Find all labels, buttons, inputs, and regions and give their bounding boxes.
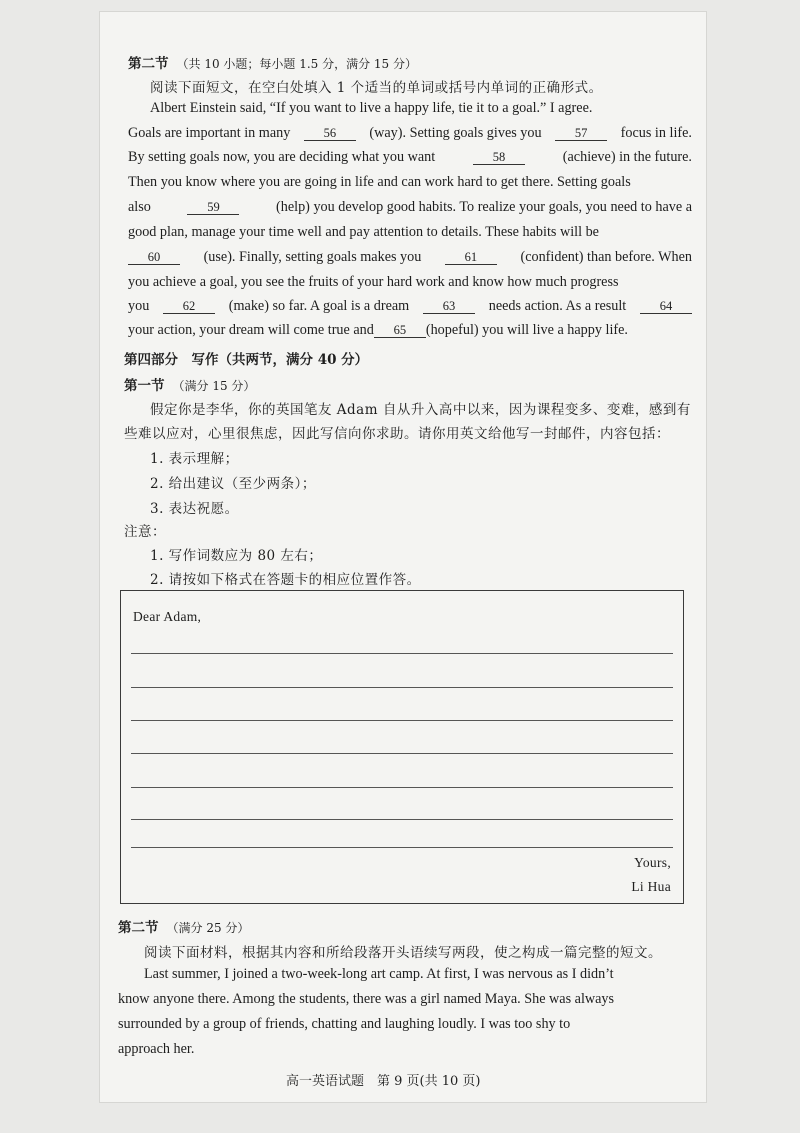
story-line: surrounded by a group of friends, chatting and laughing loudly. I was too shy to	[118, 1016, 571, 1032]
answer-blank-58: 58	[473, 150, 525, 165]
passage-text: your action, your dream will come true and	[128, 322, 374, 338]
story-line: Last summer, I joined a two-week-long art camp. At first, I was nervous as I didn’t	[144, 966, 614, 982]
passage-text: By setting goals now, you are deciding what you want	[128, 149, 436, 165]
writing1-item: 2. 给出建议（至少两条）；	[150, 476, 316, 492]
section2-instruction: 阅读下面短文，在空白处填入 1 个适当的单词或括号内单词的正确形式。	[150, 80, 603, 96]
passage-line	[128, 149, 692, 171]
writing1-note-item: 2. 请按如下格式在答题卡的相应位置作答。	[150, 572, 421, 588]
passage-text: (way). Setting goals gives you	[369, 125, 542, 141]
writing-line	[131, 653, 673, 654]
answer-blank-60: 60	[128, 250, 180, 265]
section2-title: 第二节	[128, 56, 169, 72]
writing1-item: 1. 表示理解；	[150, 451, 239, 467]
letter-salutation: Dear Adam,	[133, 609, 202, 624]
passage-text: you achieve a goal, you see the fruits of your hard work and know how much progress	[128, 274, 619, 290]
part4-title: 第四部分 写作（共两节，满分 40 分）	[124, 352, 369, 368]
writing1-prompt-line2: 些难以应对，心里很焦虑，因此写信向你求助。请你用英文给他写一封邮件，内容包括：	[124, 426, 670, 442]
writing-line	[131, 687, 673, 688]
answer-blank-56: 56	[304, 126, 356, 141]
section2-header	[128, 52, 417, 72]
passage-text: you	[128, 298, 150, 314]
passage-line	[128, 125, 692, 147]
letter-signature: Li Hua	[631, 879, 671, 894]
writing-line	[131, 787, 673, 788]
passage-text: (hopeful) you will live a happy life.	[425, 322, 628, 338]
passage-line	[128, 199, 692, 221]
passage-text: (help) you develop good habits. To realize your goals, you need to have a	[276, 199, 692, 215]
section2-note: （共 10 小题；每小题 1.5 分，满分 15 分）	[176, 57, 418, 71]
answer-blank-62: 62	[163, 299, 215, 314]
writing1-note-item: 1. 写作词数应为 80 左右；	[150, 548, 323, 564]
writing1-note: （满分 15 分）	[172, 379, 256, 393]
passage-text: (achieve) in the future.	[562, 149, 692, 165]
passage-line	[128, 274, 692, 296]
writing1-notes-title: 注意：	[124, 524, 166, 540]
writing-line	[131, 847, 673, 848]
passage-text: Goals are important in many	[128, 125, 291, 141]
story-line: know anyone there. Among the students, there was a girl named Maya. She was always	[118, 991, 615, 1007]
passage-line	[150, 100, 692, 122]
passage-text: good plan, manage your time well and pay attention to details. These habits will be	[128, 224, 599, 240]
answer-blank-61: 61	[445, 250, 497, 265]
answer-box	[120, 590, 684, 904]
answer-blank-59: 59	[187, 200, 239, 215]
passage-text: Then you know where you are going in life and can work hard to get there. Setting goals	[128, 174, 631, 190]
story-line: approach her.	[118, 1041, 195, 1057]
passage-text: (make) so far. A goal is a dream	[228, 298, 410, 314]
passage-text: focus in life.	[620, 125, 692, 141]
writing2-note: （满分 25 分）	[166, 921, 250, 935]
writing2-title: 第二节	[118, 920, 159, 936]
writing1-header	[124, 374, 255, 394]
writing1-prompt-line1: 假定你是李华，你的英国笔友 Adam 自从升入高中以来，因为课程变多、变难，感到有	[150, 402, 691, 418]
passage-text: Albert Einstein said, “If you want to live a happy life, tie it to a goal.” I agree.	[150, 100, 593, 116]
writing1-item: 3. 表达祝愿。	[150, 501, 239, 517]
passage-line	[128, 224, 692, 246]
passage-line	[128, 298, 692, 320]
writing-line	[131, 720, 673, 721]
writing2-instruction: 阅读下面材料，根据其内容和所给段落开头语续写两段，使之构成一篇完整的短文。	[144, 945, 662, 961]
letter-closing: Yours,	[634, 855, 671, 870]
passage-text: also	[128, 199, 151, 215]
passage-text: needs action. As a result	[488, 298, 627, 314]
writing-line	[131, 819, 673, 820]
answer-blank-64: 64	[640, 299, 692, 314]
writing-line	[131, 753, 673, 754]
page-footer: 高一英语试题 第 9 页(共 10 页)	[286, 1074, 481, 1089]
answer-blank-63: 63	[423, 299, 475, 314]
passage-text: (confident) than before. When	[520, 249, 692, 265]
writing1-title: 第一节	[124, 378, 165, 394]
passage-line	[128, 249, 692, 271]
passage-line	[128, 322, 692, 344]
writing2-header	[118, 916, 249, 936]
answer-blank-57: 57	[555, 126, 607, 141]
answer-blank-65: 65	[374, 323, 426, 338]
passage-text: (use). Finally, setting goals makes you	[203, 249, 422, 265]
passage-line	[128, 174, 692, 196]
